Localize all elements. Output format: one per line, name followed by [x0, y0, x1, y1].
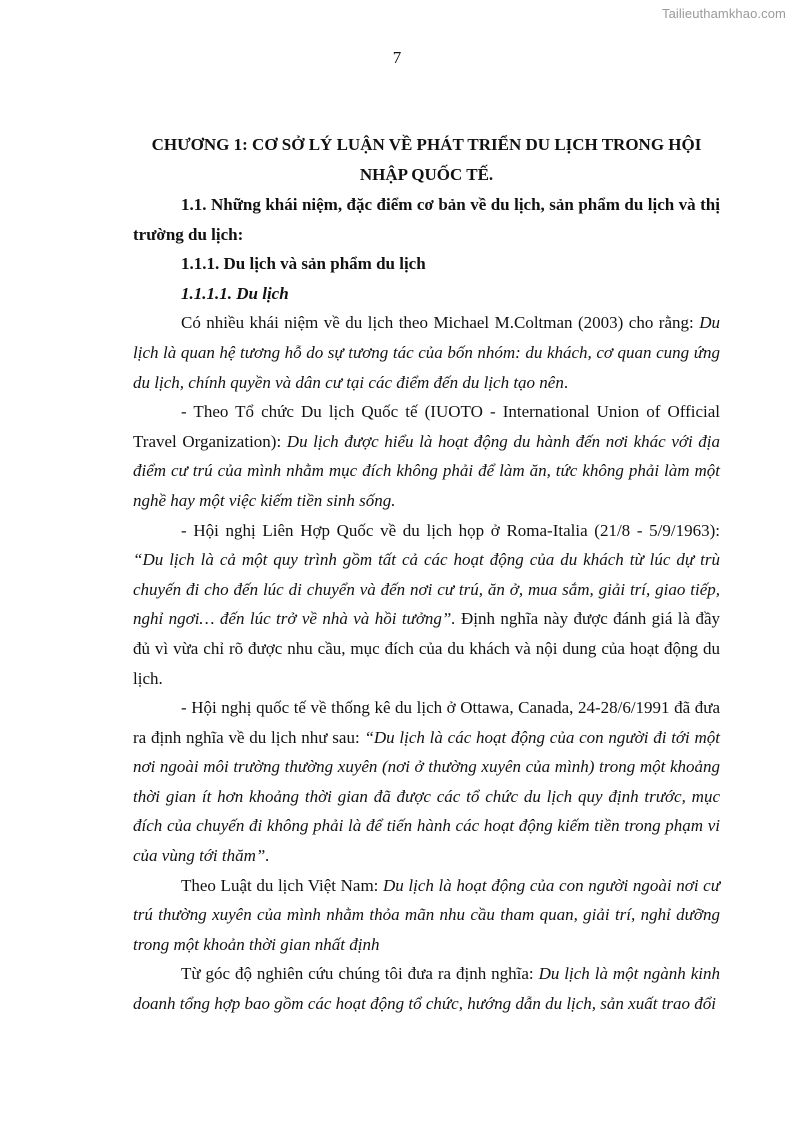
section-heading-1-1: 1.1. Những khái niệm, đặc điểm cơ bản về du lịch, sản phẩm du lịch và thị trường du lịch: [133, 195, 720, 244]
paragraph-definition: Từ góc độ nghiên cứu chúng tôi đưa ra định nghĩa: Du lịch là một ngành kinh doanh tổng hợp bao gồm các hoạt động tổ chức, hướng dẫn du lịch, sản xuất trao đổi [133, 964, 721, 1014]
paragraph-iuoto: - Theo Tổ chức Du lịch Quốc tế (IUOTO - International Union of Official Travel Organization): Du lịch được hiểu là hoạt động du hành đến nơi khác với địa điểm cư trú của mình nhằm mục đích không phải để làm ăn, tức không phải làm một nghề hay một việc kiếm tiền sinh sống. [133, 402, 720, 510]
paragraph-coltman: Có nhiều khái niệm về du lịch theo Michael M.Coltman (2003) cho rằng: Du lịch là quan hệ tương hỗ do sự tương tác của bốn nhóm: du khách, cơ quan cung ứng du lịch, chính quyền và dân cư tại các điểm đến du lịch tạo nên. [133, 313, 720, 392]
document-body [133, 130, 720, 1019]
page-number: 7 [392, 48, 402, 67]
section-heading-1-1-1-1: 1.1.1.1. Du lịch [181, 283, 289, 303]
paragraph-ottawa: - Hội nghị quốc tế về thống kê du lịch ở Ottawa, Canada, 24-28/6/1991 đã đưa ra định nghĩa về du lịch như sau: “Du lịch là các hoạt động của con người đi tới một nơi ngoài môi trường thường xuyên (nơi ở thường xuyên của mình) trong một khoảng thời gian ít hơn khoảng thời gian đã được các tổ chức du lịch quy định trước, mục đích của chuyến đi không phải là để tiến hành các hoạt động kiếm tiền trong phạm vi của vùng tới thăm”. [133, 698, 720, 866]
watermark: Tailieuthamkhao.com [661, 6, 786, 21]
chapter-title: CHƯƠNG 1: CƠ SỞ LÝ LUẬN VỀ PHÁT TRIỂN DU LỊCH TRONG HỘI NHẬP QUỐC TẾ. [151, 135, 702, 184]
section-heading-1-1-1: 1.1.1. Du lịch và sản phẩm du lịch [181, 254, 426, 274]
paragraph-vietnam-law: Theo Luật du lịch Việt Nam: Du lịch là hoạt động của con người ngoài nơi cư trú thường xuyên của mình nhằm thỏa mãn nhu cầu tham quan, giải trí, nghỉ dưỡng trong một khoản thời gian nhất định [133, 875, 720, 954]
paragraph-roma: - Hội nghị Liên Hợp Quốc về du lịch họp ở Roma-Italia (21/8 - 5/9/1963): “Du lịch là cả một quy trình gồm tất cả các hoạt động của du khách từ lúc dự trù chuyến đi cho đến lúc di chuyển và đến nơi cư trú, ăn ở, mua sắm, giải trí, giao tiếp, nghỉ ngơi… đến lúc trở về nhà và hồi tưởng”. Định nghĩa này được đánh giá là đầy đủ vì vừa chỉ rõ được nhu cầu, mục đích của du khách và nội dung của hoạt động du lịch. [133, 520, 720, 688]
